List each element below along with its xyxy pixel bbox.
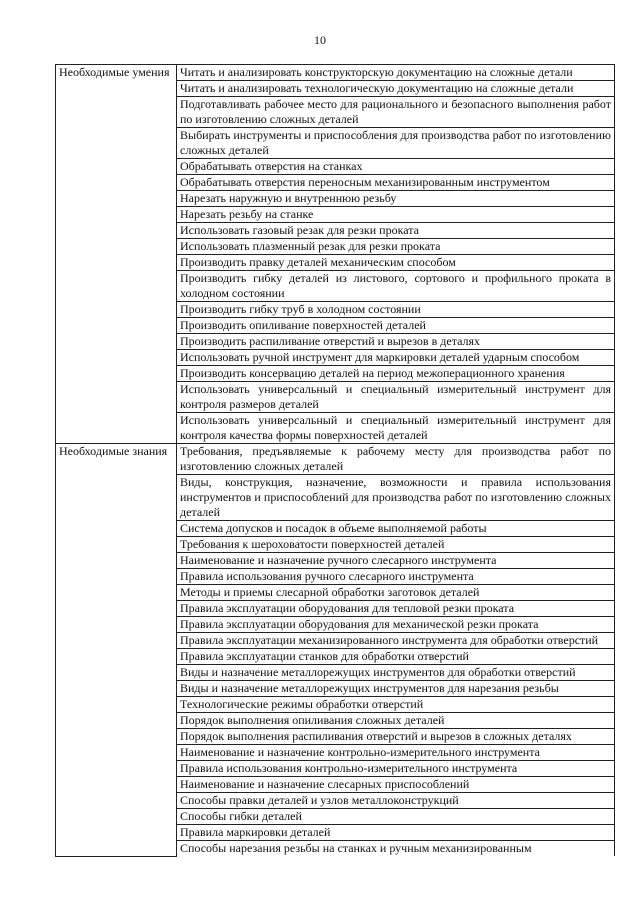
requirement-item: Виды, конструкция, назначение, возможности и правила использования инструментов и приспособлений для производства работ по изготовлению сложных деталей	[177, 475, 615, 521]
requirement-item: Использовать газовый резак для резки проката	[177, 223, 615, 239]
requirement-item: Нарезать резьбу на станке	[177, 207, 615, 223]
requirement-item: Требования, предъявляемые к рабочему месту для производства работ по изготовлению сложных деталей	[177, 444, 615, 475]
requirement-item: Читать и анализировать технологическую документацию на сложные детали	[177, 81, 615, 97]
requirement-item: Производить консервацию деталей на период межоперационного хранения	[177, 366, 615, 382]
requirement-item: Правила эксплуатации оборудования для тепловой резки проката	[177, 601, 615, 617]
requirement-item: Наименование и назначение ручного слесарного инструмента	[177, 553, 615, 569]
requirement-item: Правила маркировки деталей	[177, 825, 615, 841]
requirement-item: Правила эксплуатации станков для обработки отверстий	[177, 649, 615, 665]
requirement-item: Производить гибку деталей из листового, сортового и профильного проката в холодном состоянии	[177, 271, 615, 302]
group-label: Необходимые знания	[56, 444, 177, 857]
requirement-item: Использовать ручной инструмент для маркировки деталей ударным способом	[177, 350, 615, 366]
requirement-item: Использовать плазменный резак для резки проката	[177, 239, 615, 255]
requirement-item: Производить правку деталей механическим способом	[177, 255, 615, 271]
requirement-item: Методы и приемы слесарной обработки заготовок деталей	[177, 585, 615, 601]
requirements-table	[55, 64, 615, 857]
requirement-item: Порядок выполнения опиливания сложных деталей	[177, 713, 615, 729]
requirement-item: Обрабатывать отверстия переносным механизированным инструментом	[177, 175, 615, 191]
requirement-item: Правила эксплуатации оборудования для механической резки проката	[177, 617, 615, 633]
requirement-item: Использовать универсальный и специальный измерительный инструмент для контроля размеров деталей	[177, 382, 615, 413]
requirement-item: Правила использования ручного слесарного инструмента	[177, 569, 615, 585]
group-label: Необходимые умения	[56, 65, 177, 444]
requirement-item: Способы гибки деталей	[177, 809, 615, 825]
requirement-item: Требования к шероховатости поверхностей деталей	[177, 537, 615, 553]
requirement-item: Виды и назначение металлорежущих инструментов для обработки отверстий	[177, 665, 615, 681]
requirement-item: Правила использования контрольно-измерительного инструмента	[177, 761, 615, 777]
requirement-item: Подготавливать рабочее место для рационального и безопасного выполнения работ по изготовлению сложных деталей	[177, 97, 615, 128]
requirement-item: Способы нарезания резьбы на станках и ручным механизированным	[177, 841, 615, 857]
requirement-item: Виды и назначение металлорежущих инструментов для нарезания резьбы	[177, 681, 615, 697]
requirement-item: Производить гибку труб в холодном состоянии	[177, 302, 615, 318]
table-row	[56, 444, 615, 475]
requirement-item: Выбирать инструменты и приспособления для производства работ по изготовлению сложных деталей	[177, 128, 615, 159]
requirement-item: Использовать универсальный и специальный измерительный инструмент для контроля качества формы поверхностей деталей	[177, 413, 615, 444]
requirement-item: Наименование и назначение слесарных приспособлений	[177, 777, 615, 793]
requirements-table-body	[56, 65, 615, 857]
table-row	[56, 65, 615, 81]
requirement-item: Нарезать наружную и внутреннюю резьбу	[177, 191, 615, 207]
requirement-item: Читать и анализировать конструкторскую документацию на сложные детали	[177, 65, 615, 81]
requirement-item: Производить опиливание поверхностей деталей	[177, 318, 615, 334]
requirement-item: Производить распиливание отверстий и вырезов в деталях	[177, 334, 615, 350]
requirement-item: Обрабатывать отверстия на станках	[177, 159, 615, 175]
page-number: 10	[314, 33, 326, 47]
requirement-item: Способы правки деталей и узлов металлоконструкций	[177, 793, 615, 809]
requirement-item: Наименование и назначение контрольно-измерительного инструмента	[177, 745, 615, 761]
requirement-item: Порядок выполнения распиливания отверстий и вырезов в сложных деталях	[177, 729, 615, 745]
requirement-item: Правила эксплуатации механизированного инструмента для обработки отверстий	[177, 633, 615, 649]
requirement-item: Технологические режимы обработки отверстий	[177, 697, 615, 713]
requirement-item: Система допусков и посадок в объеме выполняемой работы	[177, 521, 615, 537]
